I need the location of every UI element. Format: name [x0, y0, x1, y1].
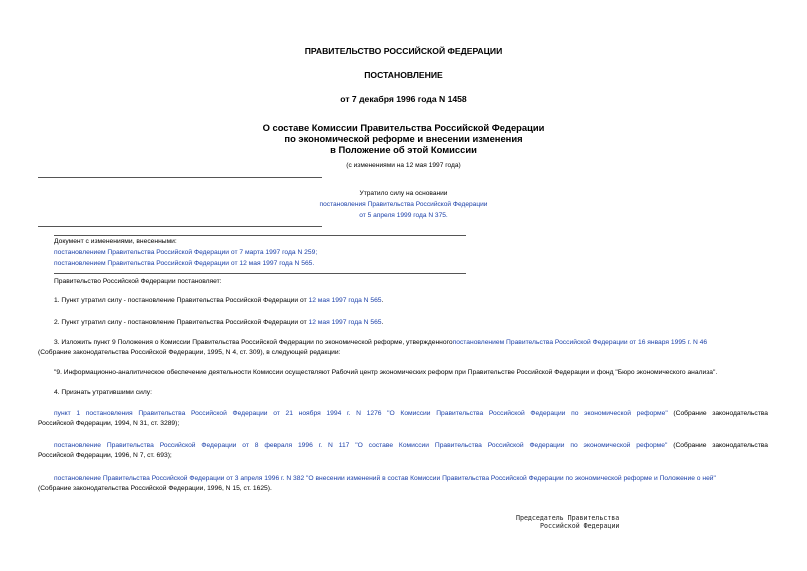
paragraph-4: 4. Признать утратившими силу:	[54, 389, 152, 396]
paragraph-3-link[interactable]: постановлением Правительства Российской Федерации от 16 января 1995 г. N 46	[452, 339, 708, 346]
repealed-item-1-link[interactable]: пункт 1 постановления Правительства Российской Федерации от 21 ноября 1994 г. N 1276 "О Комиссии Правительства Российской Федерации по экономической реформе"	[54, 410, 668, 417]
date-number: от 7 декабря 1996 года N 1458	[340, 94, 467, 104]
paragraph-3-line-2: (Собрание законодательства Российской Федерации, 1995, N 4, ст. 309), в следующей редакции:	[38, 349, 341, 356]
invalidated-link-line-1[interactable]: постановления Правительства Российской Федерации	[319, 201, 488, 208]
invalidated-link-line-2[interactable]: от 5 апреля 1999 года N 375.	[359, 212, 448, 219]
amendments-heading: Документ с изменениями, внесенными:	[54, 238, 177, 245]
signature-line-1: Председатель Правительства	[516, 514, 620, 522]
repealed-item-1: пункт 1 постановления Правительства Российской Федерации от 21 ноября 1994 г. N 1276 "О Комиссии Правительства Российской Федерации по экономической реформе" (Собрание законодательства	[54, 410, 768, 417]
title-line-2: по экономической реформе и внесении изменения	[284, 133, 523, 144]
divider	[38, 226, 322, 227]
amendment-link-1[interactable]: постановлением Правительства Российской Федерации от 7 марта 1997 года N 259;	[54, 249, 318, 256]
preamble: Правительство Российской Федерации постановляет:	[54, 278, 222, 285]
divider	[38, 177, 322, 178]
divider	[54, 235, 466, 236]
signature-line-2: Российской Федерации	[540, 522, 620, 530]
paragraph-1: 1. Пункт утратил силу - постановление Правительства Российской Федерации от 12 мая 1997 года N 565.	[54, 297, 384, 304]
paragraph-2: 2. Пункт утратил силу - постановление Правительства Российской Федерации от 12 мая 1997 года N 565.	[54, 319, 384, 326]
paragraph-3-quote: "9. Информационно-аналитическое обеспечение деятельности Комиссии осуществляют Рабочий центр экономических реформ при Правительстве Российской Федерации и фонд "Бюро экономического анализа".	[54, 369, 718, 376]
doc-type-heading: ПОСТАНОВЛЕНИЕ	[364, 70, 443, 80]
government-heading: ПРАВИТЕЛЬСТВО РОССИЙСКОЙ ФЕДЕРАЦИИ	[304, 46, 503, 56]
repealed-item-2-link[interactable]: постановление Правительства Российской Федерации от 8 февраля 1996 г. N 117 "О составе Комиссии Правительства Российской Федерации по экономической реформе"	[54, 442, 668, 449]
repealed-item-2-line-2: Российской Федерации, 1996, N 7, ст. 693);	[38, 452, 172, 459]
repealed-item-2: постановление Правительства Российской Федерации от 8 февраля 1996 г. N 117 "О составе Комиссии Правительства Российской Федерации по экономической реформе" (Собрание законодательства	[54, 442, 768, 449]
title-line-3: в Положение об этой Комиссии	[330, 144, 477, 155]
repealed-item-3-link[interactable]: постановление Правительства Российской Федерации от 3 апреля 1996 г. N 382 "О внесении изменений в состав Комиссии Правительства Российской Федерации по экономической реформе и Положение о ней"	[54, 475, 716, 482]
invalidated-text: Утратило силу на основании	[359, 190, 448, 197]
amendment-note: (с изменениями на 12 мая 1997 года)	[346, 162, 461, 169]
title-line-1: О составе Комиссии Правительства Российской Федерации	[262, 122, 545, 133]
paragraph-3: 3. Изложить пункт 9 Положения о Комиссии Правительства Российской Федерации по экономической реформе, утвержденногопостановлением Правительства Российской Федерации от 16 января 1995 г. N 46	[54, 339, 708, 346]
paragraph-2-link[interactable]: 12 мая 1997 года N 565	[308, 319, 382, 326]
repealed-item-3-line-2: (Собрание законодательства Российской Федерации, 1996, N 15, ст. 1625).	[38, 485, 272, 492]
paragraph-1-link[interactable]: 12 мая 1997 года N 565	[308, 297, 382, 304]
repealed-item-1-line-2: Российской Федерации, 1994, N 31, ст. 3289);	[38, 420, 180, 427]
amendment-link-2[interactable]: постановлением Правительства Российской Федерации от 12 мая 1997 года N 565.	[54, 260, 315, 267]
repealed-item-3	[54, 474, 768, 484]
divider	[54, 273, 466, 274]
